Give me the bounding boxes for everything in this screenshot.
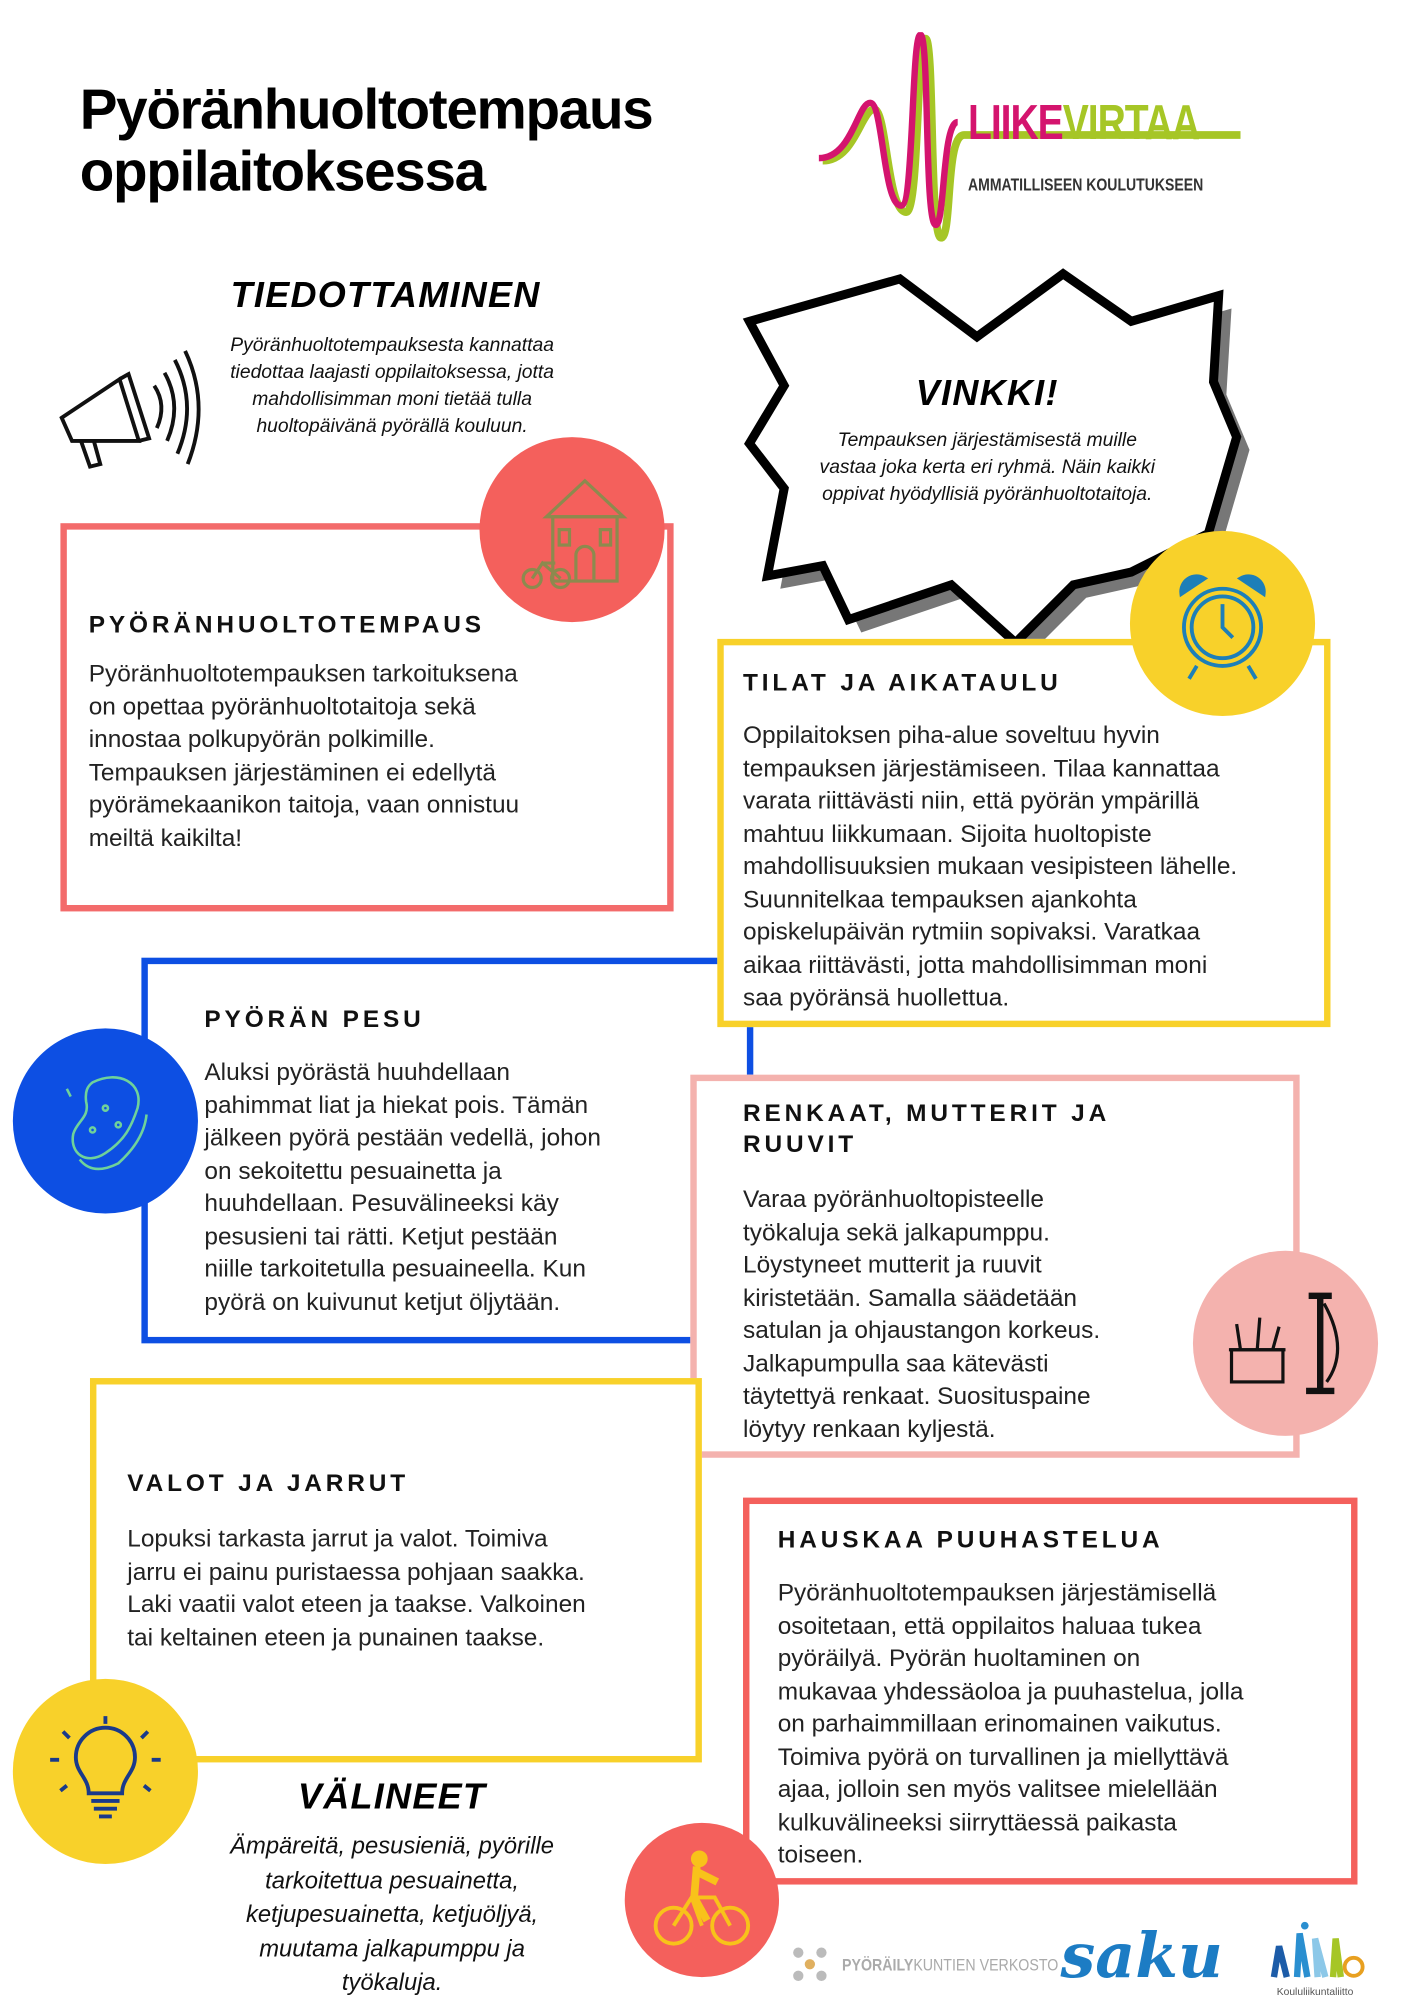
sponge-icon	[54, 1063, 157, 1179]
tiedottaminen-heading: TIEDOTTAMINEN	[230, 275, 541, 315]
pyoran-pesu-box	[141, 958, 753, 1344]
pyorailykuntien-verkosto-logo	[791, 1945, 1097, 1984]
text-line: mukavaa yhdessäoloa ja puuhastelua, jolla	[777, 1678, 1244, 1706]
clock-circle	[1130, 531, 1315, 716]
text-line: vastaa joka kerta eri ryhmä. Näin kaikki	[819, 456, 1155, 479]
school-bike-icon	[501, 465, 642, 594]
text-line: jarru ei painu puristaessa pohjaan saakka.	[127, 1558, 585, 1586]
text-line: TILAT JA AIKATAULU	[743, 669, 1062, 697]
text-line: jälkeen pyörä pestään vedellä, johon	[204, 1124, 601, 1152]
text-line: työkaluja.	[341, 1968, 443, 1996]
lightbulb-icon	[48, 1714, 164, 1830]
text-line: Toimiva pyörä on turvallinen ja miellyttävä	[777, 1743, 1229, 1771]
text-line: Suunnitelkaa tempauksen ajankohta	[743, 886, 1137, 914]
text-line: mahtuu liikkumaan. Sijoita huoltopiste	[743, 820, 1152, 848]
text-line: satulan ja ohjaustangon korkeus.	[743, 1317, 1101, 1345]
lightbulb-circle	[13, 1679, 198, 1864]
valot-ja-jarrut-box	[90, 1378, 702, 1762]
text-line: Pyöränhuoltotempauksen järjestämisellä	[777, 1579, 1217, 1607]
text-line: meiltä kaikilta!	[88, 824, 243, 852]
text-line: RUUVIT	[743, 1131, 858, 1159]
logo-word-virtaa: VIRTAA	[1062, 96, 1200, 151]
text-line: pyöräilyä. Pyörän huoltaminen on	[777, 1645, 1141, 1673]
alarm-clock-icon	[1171, 566, 1274, 682]
renkaat-heading	[743, 1099, 1110, 1161]
text-line: löytyy renkaan kyljestä.	[743, 1415, 996, 1443]
pesu-circle	[13, 1028, 198, 1213]
text-line: on parhaimmillaan erinomainen vaikutus.	[777, 1711, 1222, 1738]
text-line: kulkuvälineeksi siirryttäessä paikasta	[777, 1809, 1177, 1837]
text-line: Tempauksen järjestäminen ei edellytä	[88, 759, 497, 787]
koululiikunta-text: Koululiikuntaliitto	[1276, 1986, 1354, 1998]
text-line: Oppilaitoksen piha-alue soveltuu hyvin	[743, 722, 1160, 750]
text-line: mahdollisimman moni tietää tulla	[252, 388, 532, 411]
text-line: opiskelupäivän rytmiin sopivaksi. Varatkaa	[743, 919, 1201, 947]
text-line: Aluksi pyörästä huuhdellaan	[204, 1059, 510, 1087]
text-line: ajaa, jolloin sen myös valitsee mielellään	[777, 1776, 1218, 1804]
text-line: tiedottaa laajasti oppilaitoksessa, jotta	[230, 361, 554, 384]
school-circle	[479, 437, 664, 622]
renkaat-box	[690, 1075, 1299, 1458]
vinkki-heading: VINKKI!	[915, 372, 1059, 413]
pyoran-pesu-text	[204, 1057, 601, 1319]
text-line: varata riittävästi niin, että pyörän ympärillä	[743, 788, 1200, 816]
text-line: HAUSKAA PUUHASTELUA	[777, 1527, 1164, 1555]
hauskaa-text	[778, 1577, 1244, 1872]
cyclist-circle	[625, 1823, 779, 1977]
text-line: RENKAAT, MUTTERIT JA	[743, 1100, 1111, 1128]
valineet-text	[180, 1829, 604, 1999]
text-line: innostaa polkupyörän polkimille.	[88, 726, 435, 754]
text-line: niille tarkoitetulla pesuaineella. Kun	[204, 1255, 586, 1283]
logo-subtitle: AMMATILLISEEN KOULUTUKSEEN	[967, 173, 1204, 195]
text-line: tempauksen järjestämiseen. Tilaa kannattaa	[743, 755, 1220, 783]
text-line: Laki vaatii valot eteen ja taakse. Valkoinen	[127, 1591, 586, 1619]
pyoran-pesu-heading	[204, 1005, 424, 1036]
text-line: on opettaa pyöränhuoltotaitoja sekä	[88, 693, 476, 721]
text-line: huoltopäivänä pyörällä kouluun.	[256, 415, 528, 438]
text-line: oppivat hyödyllisiä pyöränhuoltotaitoja.	[822, 483, 1153, 506]
text-line: Löystyneet mutterit ja ruuvit	[743, 1252, 1042, 1280]
toolbox-pump-icon	[1221, 1286, 1350, 1402]
valot-text	[127, 1523, 585, 1654]
text-line: muutama jalkapumppu ja	[259, 1934, 525, 1962]
logo-text-bold: PYÖRÄILY	[842, 1954, 914, 1974]
text-line: PYÖRÄNHUOLTOTEMPAUS	[88, 611, 485, 639]
text-line: pyörä on kuivunut ketjut öljytään.	[204, 1288, 561, 1316]
text-line: Tempauksen järjestämisestä muille	[837, 429, 1137, 452]
valineet-heading: VÄLINEET	[297, 1776, 487, 1817]
text-line: Jalkapumpulla saa kätevästi	[743, 1350, 1049, 1378]
cyclist-icon	[650, 1849, 753, 1952]
text-line: on sekoitettu pesuainetta ja	[204, 1157, 502, 1185]
hauskaa-heading	[778, 1526, 1164, 1557]
renkaat-text	[743, 1184, 1100, 1446]
saku-logo: saku	[1060, 1920, 1223, 1993]
logo-text-rest: KUNTIEN VERKOSTO	[913, 1954, 1059, 1974]
text-line: toiseen.	[777, 1842, 864, 1870]
text-line: pahimmat liat ja hiekat pois. Tämän	[204, 1092, 589, 1120]
tilat-text	[743, 720, 1237, 1015]
text-line: pesusieni tai rätti. Ketjut pestään	[204, 1223, 558, 1251]
text-line: osoitetaan, että oppilaitos haluaa tukea	[777, 1612, 1202, 1640]
title-line: Pyöränhuoltotempaus	[79, 78, 653, 142]
tilat-heading	[743, 668, 1062, 699]
text-line: Lopuksi tarkasta jarrut ja valot. Toimiva	[127, 1525, 548, 1553]
text-line: täytettyä renkaat. Suosituspaine	[743, 1383, 1091, 1411]
text-line: tai keltainen eteen ja punainen taakse.	[127, 1624, 545, 1652]
text-line: Pyöränhuoltotempauksesta kannattaa	[230, 334, 554, 357]
text-line: ketjupesuainetta, ketjuöljyä,	[245, 1899, 539, 1927]
text-line: työkaluja sekä jalkapumppu.	[743, 1219, 1050, 1247]
text-line: huuhdellaan. Pesuvälineeksi käy	[204, 1190, 559, 1218]
vinkki-text	[784, 427, 1190, 508]
valot-heading	[127, 1469, 409, 1500]
text-line: VALOT JA JARRUT	[127, 1470, 410, 1498]
hauskaa-puuhastelua-box	[743, 1498, 1357, 1885]
athletes-icon	[1264, 1921, 1367, 1980]
logo-word-liike: LIIKE	[967, 96, 1063, 151]
koululiikuntaliitto-logo	[1257, 1921, 1373, 1998]
text-line: PYÖRÄN PESU	[204, 1006, 425, 1034]
text-line: tarkoitettua pesuainetta,	[265, 1865, 520, 1893]
text-line: kiristetään. Samalla säädetään	[743, 1284, 1078, 1312]
text-line: Pyöränhuoltotempauksen tarkoituksena	[88, 660, 518, 688]
pyoranhuoltotempaus-text	[89, 658, 519, 855]
text-line: saa pyöränsä huollettua.	[743, 984, 1010, 1012]
text-line: pyörämekaanikon taitoja, vaan onnistuu	[88, 791, 520, 819]
text-line: aikaa riittävästi, jotta mahdollisimman moni	[743, 951, 1208, 979]
text-line: Varaa pyöränhuoltopisteelle	[743, 1186, 1045, 1214]
pyoranhuoltotempaus-heading	[89, 611, 485, 642]
tools-circle	[1193, 1251, 1378, 1436]
chain-icon	[791, 1945, 830, 1984]
text-line: Ämpäreitä, pesusieniä, pyörille	[230, 1831, 555, 1859]
text-line: mahdollisuuksien mukaan vesipisteen lähelle.	[743, 853, 1238, 881]
title-line: oppilaitoksessa	[79, 140, 485, 204]
